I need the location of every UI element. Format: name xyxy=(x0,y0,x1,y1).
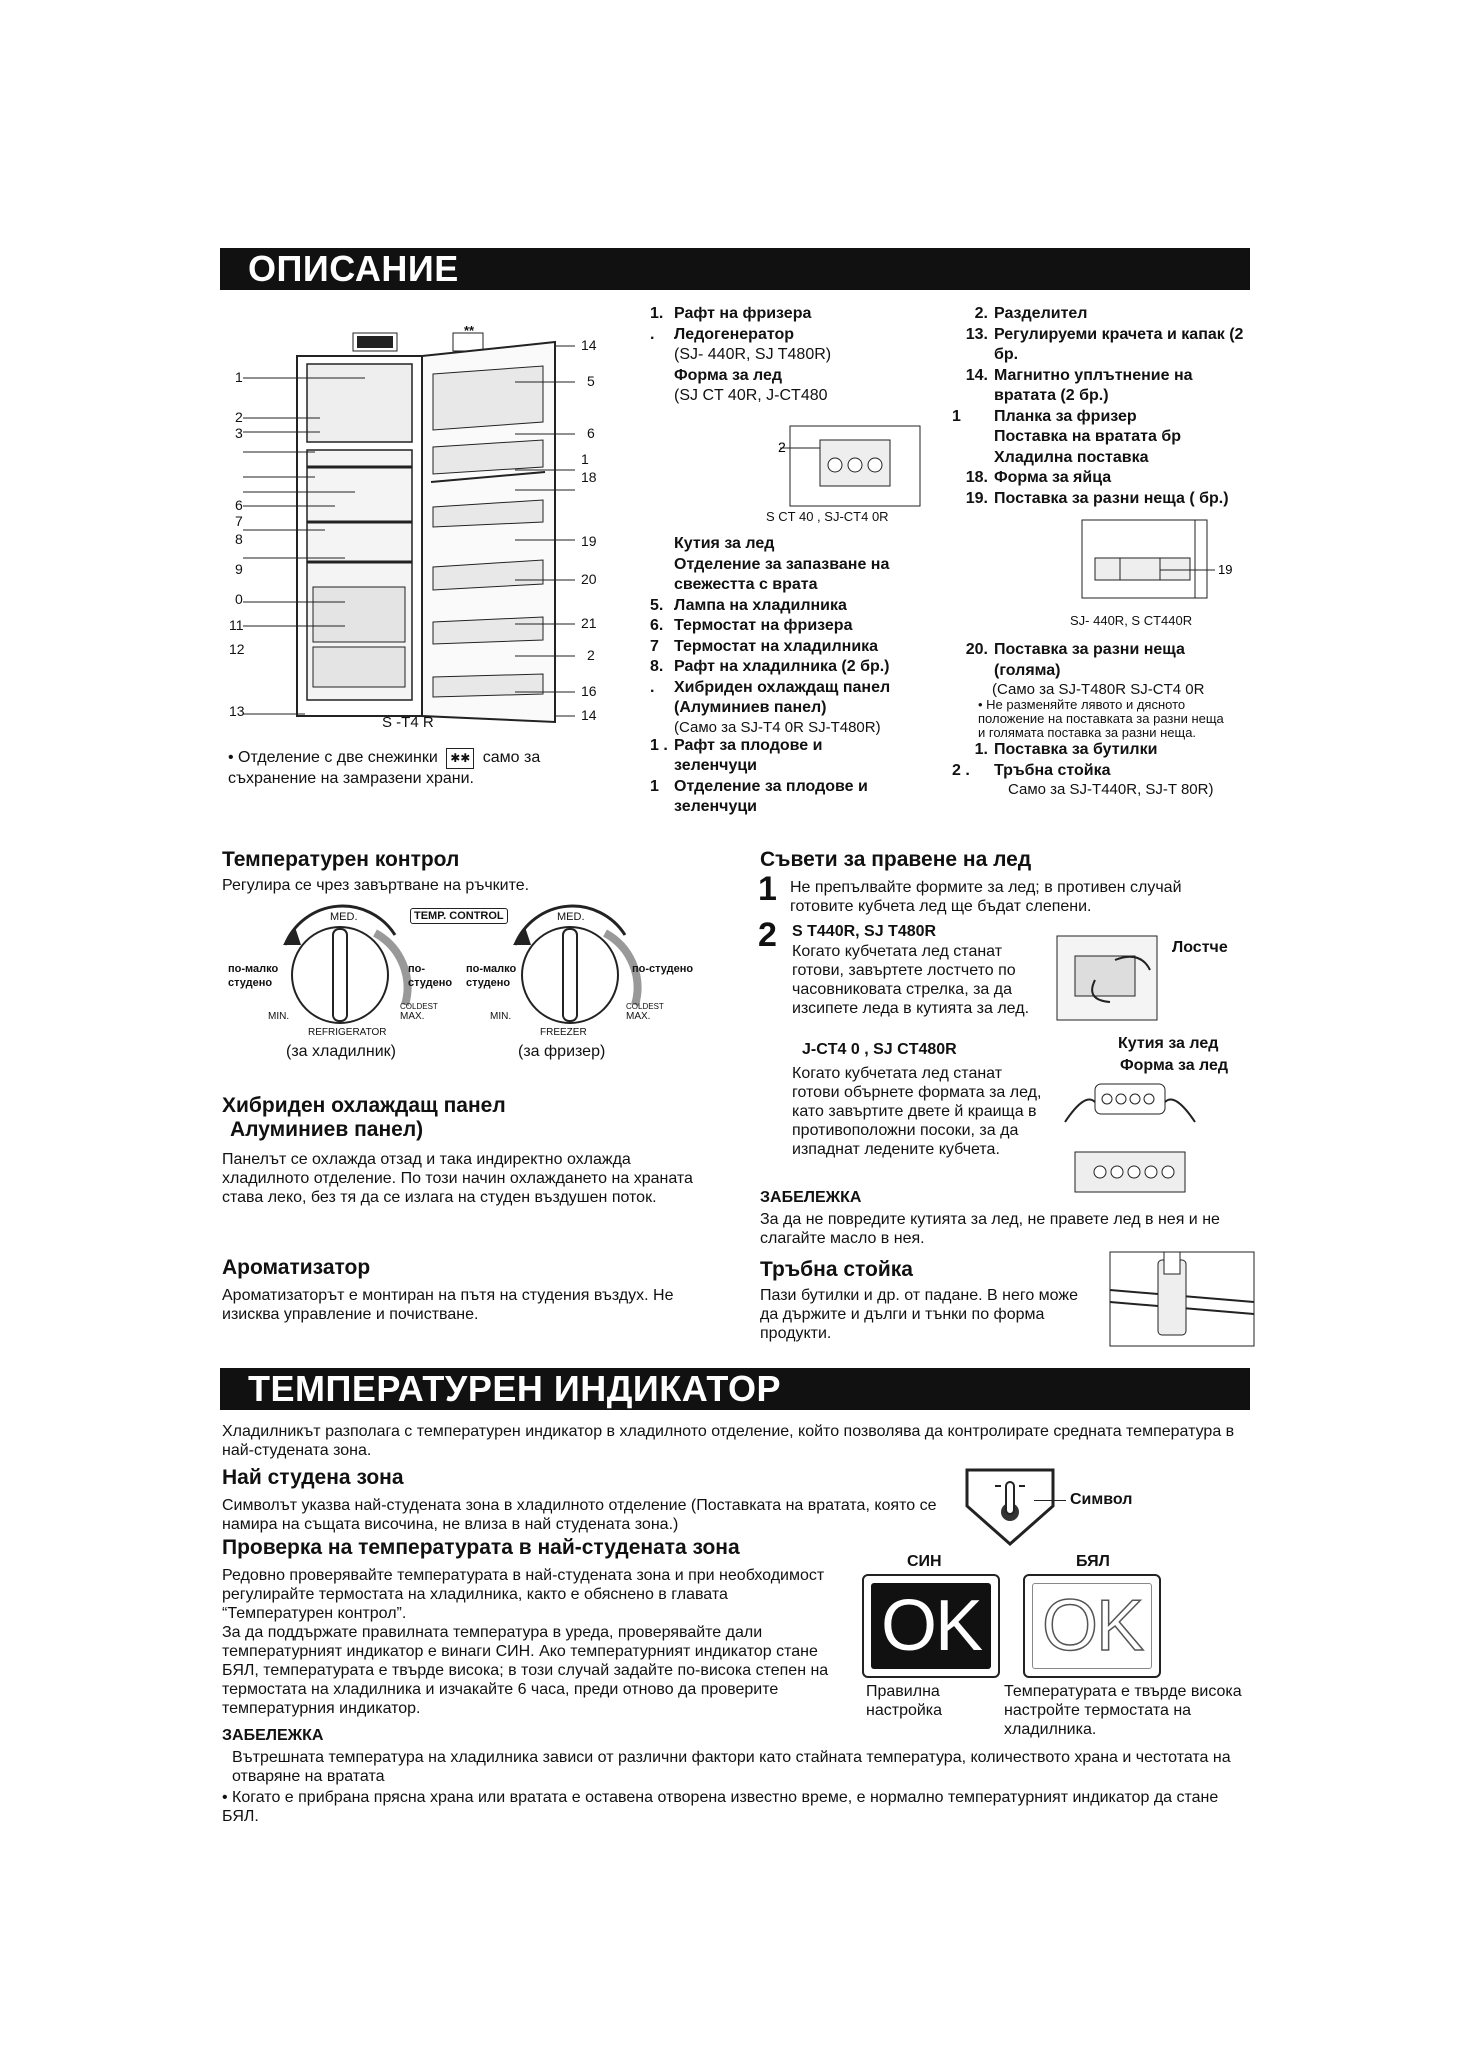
part-item: Поставка на вратата бр xyxy=(994,428,1181,445)
ice-note-title: ЗАБЕЛЕЖКА xyxy=(760,1189,862,1206)
ice-tip-text-1: Не препълвайте формите за лед; в противен случай готовите кубчета лед ще бъдат слепени. xyxy=(790,879,1182,915)
svg-text:0: 0 xyxy=(235,591,243,607)
svg-text:6: 6 xyxy=(235,497,243,513)
ice-tray-twist-image xyxy=(1055,1072,1205,1202)
part-item: 1 Отделение за плодове и зеленчуци xyxy=(650,777,868,815)
blue-label: СИН xyxy=(907,1553,942,1570)
part-item: 13. Регулируеми крачета и капак (2 бр. xyxy=(965,325,1244,363)
temp-control-text: Регулира се чрез завъртване на ръчките. xyxy=(222,877,530,894)
fridge-med-label: MED. xyxy=(330,911,358,923)
svg-text:2: 2 xyxy=(587,647,595,663)
freezer-coldest-label: COLDEST xyxy=(626,1002,664,1011)
white-caption: Температурата е твърде висока настройте термостата на хладилника. xyxy=(1004,1683,1242,1738)
fridge-diagram xyxy=(225,322,630,742)
ok-white-text: OK xyxy=(1032,1583,1152,1669)
part-item: . Хибриден охлаждащ панел (Алуминиев панел) (Само за SJ-T4 0R SJ-T480R) xyxy=(650,678,891,736)
svg-text:11: 11 xyxy=(229,617,244,633)
indicator-note-1: Вътрешната температура на хладилника зависи от различни фактори като стайната температура, количеството храна и честотата на отваряне на вратата xyxy=(232,1749,1231,1785)
ok-blue-text: OK xyxy=(871,1583,991,1669)
part-item: 7 Термостат на хладилника xyxy=(650,637,879,655)
svg-text:9: 9 xyxy=(235,561,243,577)
svg-text:13: 13 xyxy=(229,703,245,719)
symbol-label: Символ xyxy=(1070,1491,1133,1508)
part-item: 1 Планка за фризер xyxy=(952,407,1137,425)
part-item: 19. Поставка за разни неща ( бр.) xyxy=(965,489,1229,507)
svg-text:19: 19 xyxy=(581,533,597,549)
svg-text:5: 5 xyxy=(587,373,595,389)
fridge-min-label: MIN. xyxy=(268,1011,290,1022)
part-item: Кутия за лед xyxy=(674,535,775,552)
tube-text: Пази бутилки и др. от падане. В него може да държите и дълги и тънки по форма продукти. xyxy=(760,1287,1078,1342)
part-item: 1. Поставка за бутилки xyxy=(974,741,1158,758)
part-item: 18. Форма за яйца xyxy=(965,469,1112,486)
hybrid-title-2: Алуминиев панел) xyxy=(230,1118,424,1141)
fridge-colder-label: по-студено xyxy=(408,963,453,989)
coldest-zone-text: Символът указва най-студената зона в хладилното отделение (Поставката на вратата, която се намира на същата височина, не влиза в най студената зона.) xyxy=(222,1497,937,1533)
part-item: 6. Термостат на фризера xyxy=(650,617,853,634)
ice-tip-text-2: Когато кубчетата лед станат готови, завъртете лостчето по часовниковата стрелка, за да изсипете леда в кутията за лед. xyxy=(792,943,1030,1017)
ice-tips-title: Съвети за правене на лед xyxy=(760,848,1032,871)
lever-label: Лостче xyxy=(1172,939,1228,956)
svg-text:3: 3 xyxy=(235,425,243,441)
svg-text:8: 8 xyxy=(235,531,243,547)
svg-text:16: 16 xyxy=(581,683,597,699)
fridge-coldest-label: COLDEST xyxy=(400,1002,438,1011)
freezer-3star-label: *** xyxy=(360,325,374,337)
part-item: 20. Поставка за разни неща (голяма) (Само за SJ-T480R SJ-CT4 0R xyxy=(965,641,1205,698)
svg-text:1: 1 xyxy=(235,369,243,385)
section-title-description: ОПИСАНИЕ xyxy=(220,248,1250,290)
fridge-less-cold-label: по-малко студено xyxy=(228,963,279,989)
check-temp-text: Редовно проверявайте температурата в най-студената зона и при необходимост регулирайте термостата на хладилника, както е обяснено в главата “Температурен контрол”. За да поддържате правилната температура в уреда, проверявайте дали температурният индикатор е винаги СИН. Ако температурният индикатор стане БЯЛ, температурата е твърде висока; в този случай задайте по-висока степен на термостата на хладилника и изчакайте 6 часа, преди отново да проверите температурния индикатор. xyxy=(222,1567,829,1717)
svg-text:2: 2 xyxy=(778,439,786,455)
indicator-white-box xyxy=(1023,1574,1161,1678)
part-item: . Ледогенератор (SJ- 440R, SJ T480R) xyxy=(650,325,832,363)
tube-title: Тръбна стойка xyxy=(760,1258,913,1281)
ice-tip-model-2: J-CT4 0 , SJ CT480R xyxy=(802,1041,957,1058)
parts-list-col1 xyxy=(650,304,940,407)
ice-note-text: За да не повредите кутията за лед, не правете лед в нея и не слагайте масло в нея. xyxy=(760,1211,1220,1247)
svg-text:2: 2 xyxy=(235,409,243,425)
ice-maker-model-label: S CT 40 , SJ-CT4 0R xyxy=(766,509,889,524)
check-temp-title: Проверка на температурата в най-студената зона xyxy=(222,1536,740,1559)
freezer-dial-label: FREEZER xyxy=(540,1027,587,1038)
aroma-text: Ароматизаторът е монтиран на пътя на студения въздух. Не изисква управление и почистване. xyxy=(222,1287,674,1323)
svg-text:19: 19 xyxy=(1218,562,1233,577)
part-item: 14. Магнитно уплътнение на вратата (2 бр.) xyxy=(965,366,1193,404)
freezer-less-cold-label: по-малко студено xyxy=(466,963,517,989)
freezer-2star-label: ** xyxy=(463,323,475,338)
part-item: Форма за лед (SJ CT 40R, J-CT480 xyxy=(674,366,828,404)
svg-text:14: 14 xyxy=(581,337,597,353)
section-title-temp-indicator: ТЕМПЕРАТУРЕН ИНДИКАТОР xyxy=(220,1368,1250,1410)
ice-tip-number-1: 1 xyxy=(758,870,777,908)
freezer-med-label: MED. xyxy=(557,911,585,923)
svg-text:1: 1 xyxy=(581,451,589,467)
svg-text:6: 6 xyxy=(587,425,595,441)
ice-tip-number-2: 2 xyxy=(758,916,777,954)
parts-list-col2 xyxy=(952,304,1252,509)
freezer-dial-caption: (за фризер) xyxy=(518,1043,606,1060)
part-item: Отделение за запазване на свежестта с врата xyxy=(674,555,890,593)
door-tray-image xyxy=(1080,518,1250,610)
parts-list-col2b xyxy=(952,640,1252,798)
diagram-model-label: S -T4 R xyxy=(382,714,434,731)
svg-text:20: 20 xyxy=(581,571,597,587)
freezer-max-label: MAX. xyxy=(626,1011,651,1022)
svg-text:21: 21 xyxy=(581,615,597,631)
coldest-zone-symbol-icon xyxy=(955,1466,1065,1548)
fridge-dial-caption: (за хладилник) xyxy=(286,1043,396,1060)
door-tray-model-label: SJ- 440R, S CT440R xyxy=(1070,613,1193,628)
diagram-note: • Отделение с две снежинки ✱✱ само за съхранение на замразени храни. xyxy=(228,749,541,787)
part-item: 2. Разделител xyxy=(974,305,1088,322)
indicator-note-2: • Когато е прибрана прясна храна или вратата е оставена отворена известно време, е нормално температурният индикатор да стане БЯЛ. xyxy=(222,1789,1219,1825)
hybrid-text: Панелът се охлажда отзад и така индиректно охлажда хладилното отделение. По този начин охлаждането на храната става леко, без тя да се излага на студен въздушен поток. xyxy=(222,1151,693,1206)
svg-text:7: 7 xyxy=(235,513,243,529)
temp-control-badge: TEMP. CONTROL xyxy=(410,908,508,924)
ice-tray-label: Форма за лед xyxy=(1120,1057,1229,1074)
svg-text:12: 12 xyxy=(229,641,245,657)
ice-box-label: Кутия за лед xyxy=(1118,1035,1219,1052)
freezer-colder-label: по-студено xyxy=(632,963,694,975)
svg-text:18: 18 xyxy=(581,469,597,485)
svg-text:14: 14 xyxy=(581,707,597,723)
parts-list-col1b xyxy=(650,534,950,818)
part-item: • Не разменяйте лявото и дясното положение на поставката за разни неща и голямата поставка за разни неща. xyxy=(978,697,1224,740)
part-item: 1 . Рафт за плодове и зеленчуци xyxy=(650,736,823,774)
indicator-note-title: ЗАБЕЛЕЖКА xyxy=(222,1727,324,1744)
part-item: 2 . Тръбна стойка Само за SJ-T440R, SJ-T 80R) xyxy=(952,761,1214,798)
white-label: БЯЛ xyxy=(1076,1553,1110,1570)
ice-maker-lever-image xyxy=(1055,930,1165,1025)
symbol-leader-line xyxy=(1034,1500,1066,1501)
part-item: 8. Рафт на хладилника (2 бр.) xyxy=(650,658,890,675)
coldest-zone-title: Най студена зона xyxy=(222,1466,404,1489)
aroma-title: Ароматизатор xyxy=(222,1256,371,1279)
part-item: 1. Рафт на фризера xyxy=(650,305,812,322)
refrigerator-dial-label: REFRIGERATOR xyxy=(308,1027,387,1038)
part-item: Хладилна поставка xyxy=(994,448,1149,466)
blue-caption: Правилна настройка xyxy=(866,1683,943,1719)
freezer-min-label: MIN. xyxy=(490,1011,512,1022)
indicator-blue-box xyxy=(862,1574,1000,1678)
indicator-intro: Хладилникът разполага с температурен индикатор в хладилното отделение, който позволява да контролирате средната температура в най-студената зона. xyxy=(222,1423,1235,1459)
tube-stand-image xyxy=(1108,1250,1258,1350)
part-item: 5. Лампа на хладилника xyxy=(650,596,847,614)
ice-tip-model-1: S T440R, SJ T480R xyxy=(792,923,937,940)
temp-control-title: Температурен контрол xyxy=(222,848,460,871)
ice-tip-text-3: Когато кубчетата лед станат готови обърнете формата за лед, като завъртите двете й краища в противоположни посоки, за да изпаднат ледените кубчета. xyxy=(792,1065,1042,1158)
fridge-max-label: MAX. xyxy=(400,1011,425,1022)
ice-maker-image xyxy=(780,420,930,510)
hybrid-title-1: Хибриден охлаждащ панел xyxy=(222,1094,506,1117)
